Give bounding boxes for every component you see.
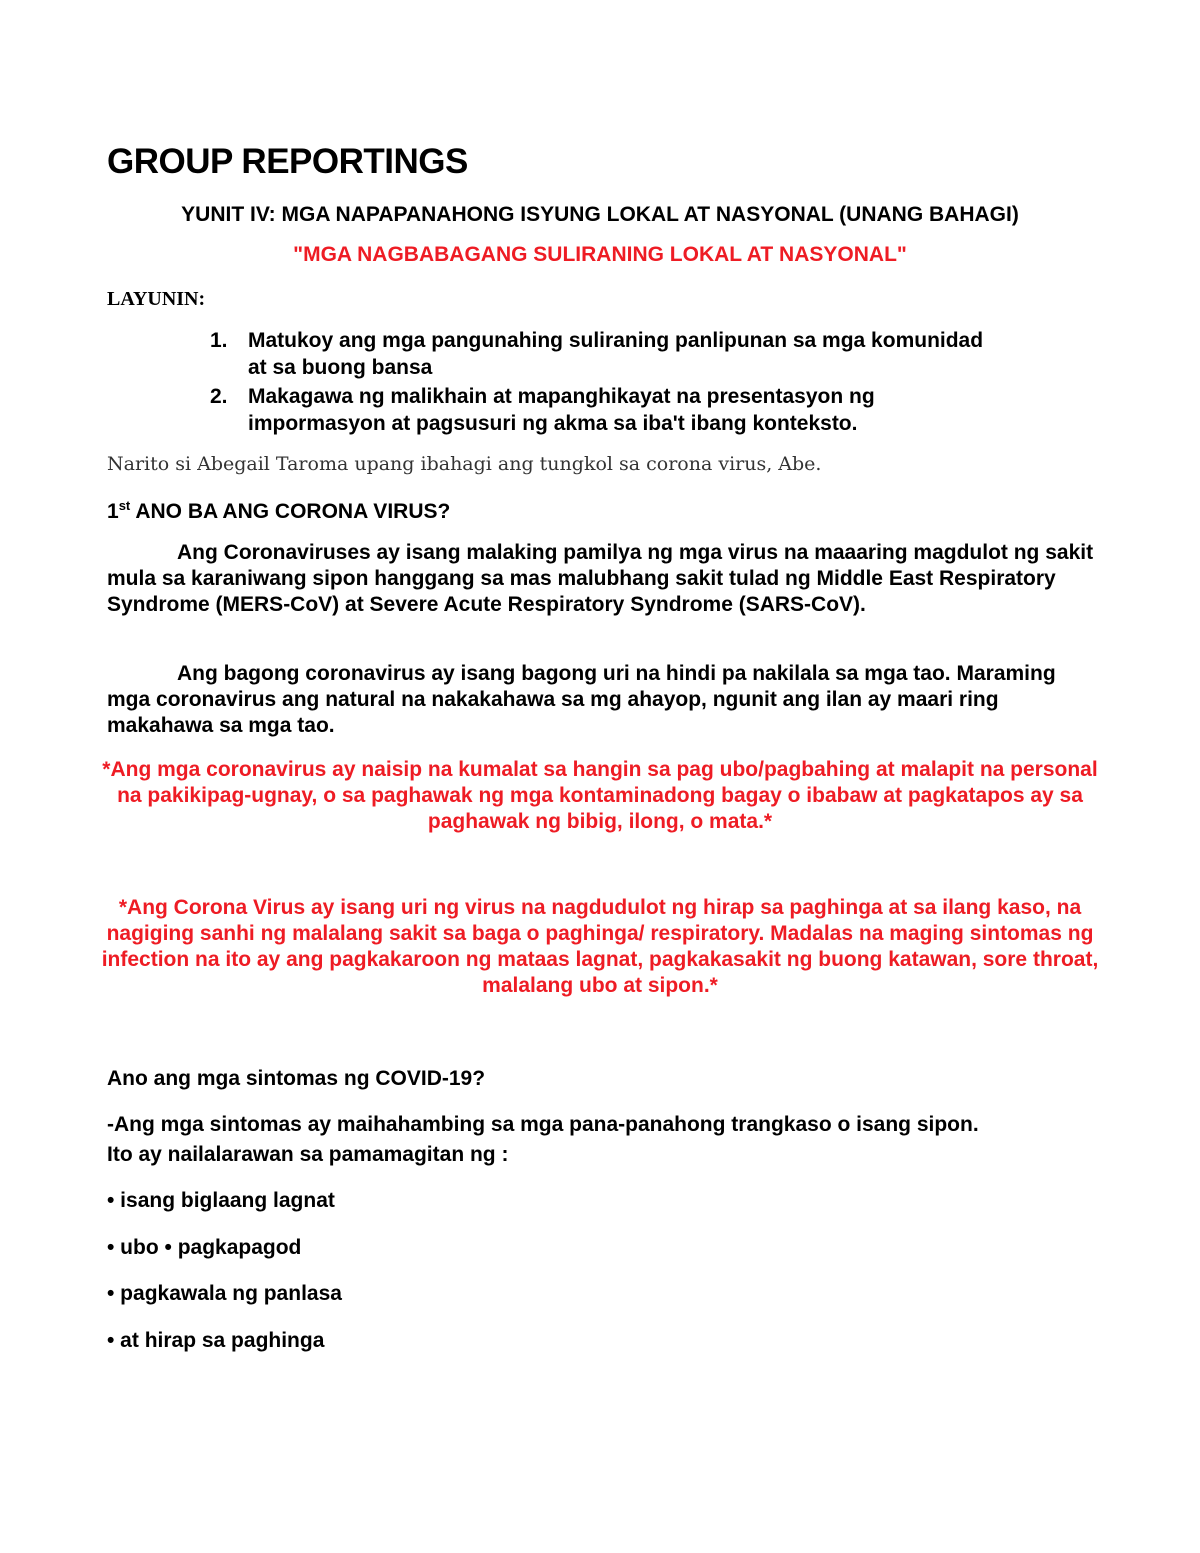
objectives-label: LAYUNIN: xyxy=(107,288,206,310)
list-item: • isang biglaang lagnat xyxy=(107,1189,335,1212)
objective-number: 1. xyxy=(210,329,228,352)
paragraph-text: Ang Coronaviruses ay isang malaking pamilya ng mga virus na maaaring magdulot ng sakit mula sa karaniwang sipon hanggang sa mas malubhang sakit tulad ng Middle East Respiratory Syndrome (MERS-CoV) at Severe Acute Respiratory Syndrome (SARS-CoV). xyxy=(107,541,1094,616)
unit-subtitle: YUNIT IV: MGA NAPAPANAHONG ISYUNG LOKAL AT NASYONAL (UNANG BAHAGI) xyxy=(181,203,1019,226)
question-number: 1 xyxy=(107,500,119,523)
objective-number: 2. xyxy=(210,385,228,408)
red-note-description: *Ang Corona Virus ay isang uri ng virus na nagdudulot ng hirap sa paghinga at sa ilang kaso, na nagiging sanhi ng malalang sakit sa baga o paghinga/ respiratory. Madalas na maging sintomas ng infection na ito ay ang pagkakaroon ng mataas lagnat, pagkakasakit ng buong katawan, sore throat, malalang ubo at sipon.* xyxy=(101,896,1099,997)
document-title: GROUP REPORTINGS xyxy=(107,142,468,181)
paragraph-new-coronavirus xyxy=(107,661,1097,739)
red-note-transmission: *Ang mga coronavirus ay naisip na kumalat sa hangin sa pag ubo/pagbahing at malapit na personal na pakikipag-ugnay, o sa paghawak ng mga kontaminadong bagay o ibabaw at pagkatapos ay sa paghawak ng bibig, ilong, o mata.* xyxy=(102,758,1098,833)
theme-heading: "MGA NAGBABAGANG SULIRANING LOKAL AT NASYONAL" xyxy=(293,243,907,266)
question-ordinal: st xyxy=(118,498,131,513)
objective-text-continued: impormasyon at pagsusuri ng akma sa iba't ibang konteksto. xyxy=(248,412,858,435)
symptoms-intro: -Ang mga sintomas ay maihahambing sa mga pana-panahong trangkaso o isang sipon. xyxy=(107,1113,979,1136)
paragraph-coronaviruses xyxy=(107,540,1097,618)
intro-line: Narito si Abegail Taroma upang ibahagi ang tungkol sa corona virus, Abe. xyxy=(107,453,822,475)
symptoms-question: Ano ang mga sintomas ng COVID-19? xyxy=(107,1067,486,1090)
list-item: • at hirap sa paghinga xyxy=(107,1329,325,1352)
question-heading xyxy=(107,498,450,524)
objective-text: Matukoy ang mga pangunahing suliraning panlipunan sa mga komunidad xyxy=(248,329,984,352)
question-text: ANO BA ANG CORONA VIRUS? xyxy=(135,500,451,523)
objective-text: Makagawa ng malikhain at mapanghikayat na presentasyon ng xyxy=(248,385,875,408)
list-item: • ubo • pagkapagod xyxy=(107,1236,302,1259)
symptoms-intro-continued: Ito ay nailalarawan sa pamamagitan ng : xyxy=(107,1143,509,1166)
objective-text-continued: at sa buong bansa xyxy=(248,356,433,379)
paragraph-text: Ang bagong coronavirus ay isang bagong uri na hindi pa nakilala sa mga tao. Maraming mga coronavirus ang natural na nakakahawa sa mg ahayop, ngunit ang ilan ay maari ring makahawa sa mga tao. xyxy=(107,662,1056,737)
list-item: • pagkawala ng panlasa xyxy=(107,1282,342,1305)
